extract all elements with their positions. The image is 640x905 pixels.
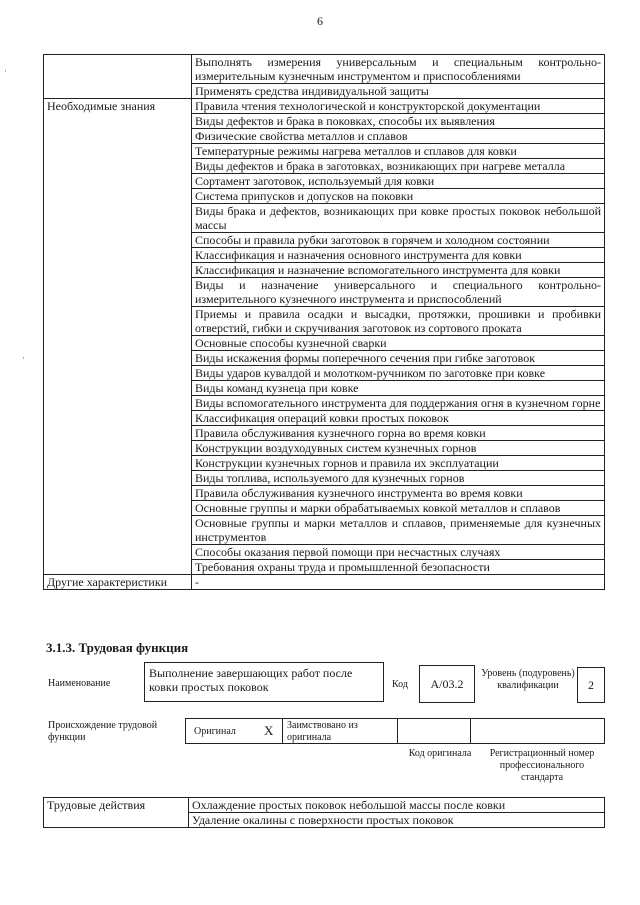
other-label: Другие характеристики — [44, 575, 192, 590]
knowledge-item: Выполнять измерения универсальным и специальным контрольно-измерительным кузнечным инструментом и приспособлениями — [192, 55, 605, 84]
origin-box — [185, 718, 605, 744]
page-number: 6 — [317, 14, 323, 28]
knowledge-item: Правила чтения технологической и конструкторской документации — [192, 99, 605, 114]
knowledge-item: Физические свойства металлов и сплавов — [192, 129, 605, 144]
margin-mark: · — [22, 353, 25, 363]
knowledge-item: Классификация и назначения основного инструмента для ковки — [192, 248, 605, 263]
labor-actions-table — [43, 797, 605, 828]
level-value: 2 — [588, 677, 594, 692]
knowledge-item: Виды команд кузнеца при ковке — [192, 381, 605, 396]
reg-number-label: Регистрационный номер профессионального стандарта — [489, 748, 595, 783]
other-value: - — [192, 575, 605, 590]
function-name-value: Выполнение завершающих работ после ковки простых поковок — [149, 666, 353, 694]
knowledge-item: Виды топлива, используемого для кузнечных горнов — [192, 471, 605, 486]
section-title: 3.1.3. Трудовая функция — [46, 640, 189, 655]
knowledge-item: Приемы и правила осадки и высадки, протяжки, прошивки и пробивки отверстий, гибки и скручивания заготовок из сортового проката — [192, 307, 605, 336]
labor-action: Охлаждение простых поковок небольшой массы после ковки — [189, 798, 605, 813]
knowledge-item: Виды и назначение универсального и специального контрольно-измерительного кузнечного инструмента и приспособлений — [192, 278, 605, 307]
table-row — [44, 798, 605, 813]
code-value: А/03.2 — [430, 676, 464, 691]
knowledge-item: Способы и правила рубки заготовок в горячем и холодном состоянии — [192, 233, 605, 248]
name-label: Наименование — [48, 678, 111, 689]
origin-label: Происхождение трудовой функции — [48, 720, 158, 743]
code-box — [419, 665, 475, 703]
borrowed-label: Заимствовано из оригинала — [287, 720, 358, 743]
knowledge-item: Требования охраны труда и промышленной безопасности — [192, 560, 605, 575]
knowledge-item: Основные группы и марки металлов и сплавов, применяемые для кузнечных инструментов — [192, 516, 605, 545]
knowledge-item: Применять средства индивидуальной защиты — [192, 84, 605, 99]
divider — [397, 719, 398, 743]
original-mark: X — [264, 723, 274, 738]
table-row — [44, 99, 605, 114]
knowledge-item: Конструкции кузнечных горнов и правила их эксплуатации — [192, 456, 605, 471]
knowledge-item: Классификация операций ковки простых поковок — [192, 411, 605, 426]
knowledge-item: Виды брака и дефектов, возникающих при ковке простых поковок небольшой массы — [192, 204, 605, 233]
knowledge-item: Правила обслуживания кузнечного горна во время ковки — [192, 426, 605, 441]
knowledge-label: Необходимые знания — [44, 99, 192, 575]
knowledge-item: Виды дефектов и брака в заготовках, возникающих при нагреве металла — [192, 159, 605, 174]
original-label: Оригинал — [194, 726, 236, 737]
divider — [282, 719, 283, 743]
knowledge-item: Классификация и назначение вспомогательного инструмента для ковки — [192, 263, 605, 278]
labor-action: Удаление окалины с поверхности простых поковок — [189, 813, 605, 828]
knowledge-item: Виды искажения формы поперечного сечения при гибке заготовок — [192, 351, 605, 366]
origin-code-label: Код оригинала — [408, 748, 472, 759]
margin-mark: · — [4, 66, 7, 76]
knowledge-item: Правила обслуживания кузнечного инструмента во время ковки — [192, 486, 605, 501]
knowledge-item: Способы оказания первой помощи при несчастных случаях — [192, 545, 605, 560]
function-name-box — [144, 662, 384, 702]
table-row — [44, 575, 605, 590]
knowledge-item: Виды дефектов и брака в поковках, способы их выявления — [192, 114, 605, 129]
knowledge-item: Конструкции воздуходувных систем кузнечных горнов — [192, 441, 605, 456]
knowledge-item: Основные способы кузнечной сварки — [192, 336, 605, 351]
skills-label-cell — [44, 55, 192, 99]
knowledge-item: Основные группы и марки обрабатываемых ковкой металлов и сплавов — [192, 501, 605, 516]
knowledge-item: Температурные режимы нагрева металлов и сплавов для ковки — [192, 144, 605, 159]
level-box — [577, 667, 605, 703]
knowledge-table — [43, 54, 605, 590]
level-label: Уровень (подуровень) квалификации — [481, 668, 575, 691]
knowledge-item: Сортамент заготовок, используемый для ковки — [192, 174, 605, 189]
knowledge-item: Виды ударов кувалдой и молотком-ручником по заготовке при ковке — [192, 366, 605, 381]
labor-actions-label: Трудовые действия — [44, 798, 189, 828]
knowledge-item: Виды вспомогательного инструмента для поддержания огня в кузнечном горне — [192, 396, 605, 411]
divider — [470, 719, 471, 743]
table-row — [44, 55, 605, 84]
knowledge-item: Система припусков и допусков на поковки — [192, 189, 605, 204]
code-label: Код — [392, 679, 408, 690]
